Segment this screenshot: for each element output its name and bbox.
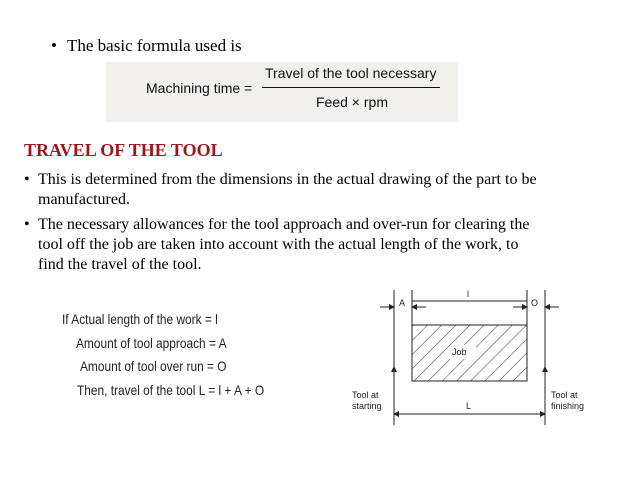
definition-tool-overrun: Amount of tool over run = O (80, 358, 227, 374)
intro-text: The basic formula used is (67, 36, 242, 55)
definition-tool-approach: Amount of tool approach = A (76, 335, 227, 351)
formula-denominator: Feed × rpm (316, 94, 388, 110)
label-total-length: L (466, 401, 472, 411)
paragraph-line: This is determined from the dimensions in the actual drawing of the part to be (38, 171, 537, 188)
bullet-icon: • (51, 36, 57, 55)
intro-bullet (51, 35, 242, 56)
label-job: Job (452, 347, 467, 357)
label-tool-finish-2: finishing (551, 401, 585, 411)
section-heading: TRAVEL OF THE TOOL (24, 140, 223, 160)
paragraph-line: tool off the job are taken into account with the actual length of the work, to (38, 236, 519, 253)
bullet-icon: • (24, 216, 30, 233)
label-tool-start-2: starting (352, 401, 382, 411)
fraction-bar (262, 87, 440, 88)
paragraph-line: The necessary allowances for the tool approach and over-run for clearing the (38, 216, 530, 233)
bullet-icon: • (24, 171, 30, 188)
paragraph-determined (24, 170, 624, 210)
travel-diagram (340, 285, 630, 435)
paragraph-allowances (24, 215, 624, 275)
label-work-length: l (467, 289, 469, 299)
formula-numerator: Travel of the tool necessary (265, 65, 437, 81)
formula-label: Machining time = (146, 80, 253, 96)
label-tool-finish-1: Tool at (551, 390, 578, 400)
paragraph-line: manufactured. (38, 191, 130, 208)
definition-travel: Then, travel of the tool L = l + A + O (77, 382, 265, 398)
definition-actual-length: If Actual length of the work = l (62, 311, 218, 327)
label-approach: A (399, 298, 406, 308)
label-overrun: O (531, 298, 539, 308)
paragraph-line: find the travel of the tool. (38, 256, 202, 273)
label-tool-start-1: Tool at (352, 390, 379, 400)
